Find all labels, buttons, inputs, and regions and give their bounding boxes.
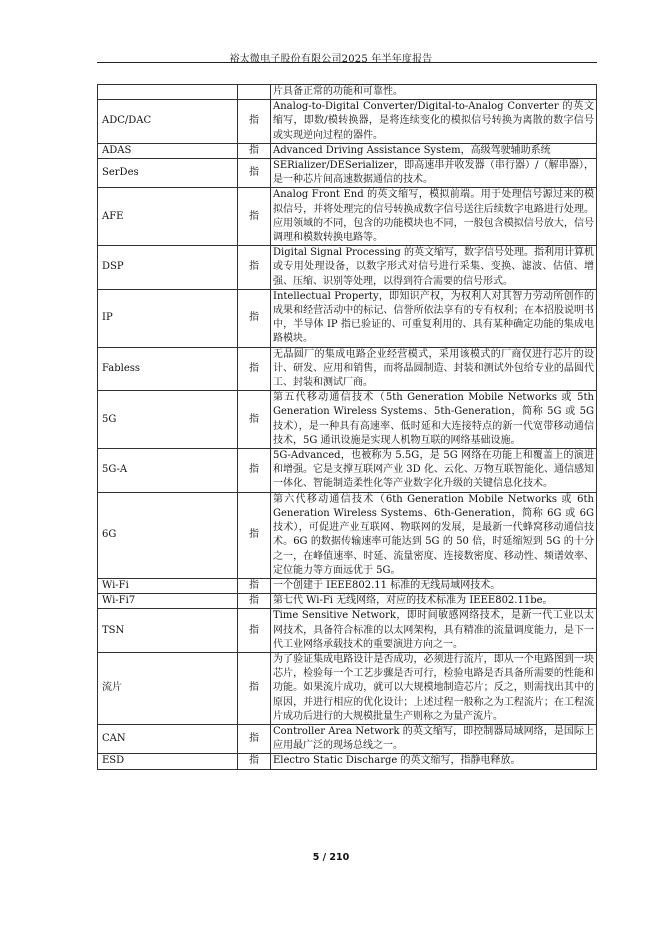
definition-cell: Digital Signal Processing 的英文缩写，数字信号处理。指利用计算机或专用处理设备，以数字形式对信号进行采集、变换、滤波、估值、增强、压缩、识别等处理，以得到符合需要的信号形式。 [271,246,597,290]
definition-cell: 为了验证集成电路设计是否成功，必须进行流片，即从一个电路图到一块芯片，检验每一个工艺步骤是否可行，检验电路是否具备所需要的性能和功能。如果流片成功，就可以大规模地制造芯片；反之，则需找出其中的原因，并进行相应的优化设计；上述过程一般称之为工程流片；在工程流片成功后进行的大规模批量生产则称之为量产流片。 [271,652,597,724]
definition-cell: Controller Area Network 的英文缩写，即控制器局域网络，是国际上应用最广泛的现场总线之一。 [271,724,597,753]
glossary-row [98,578,597,593]
definition-cell: Advanced Driving Assistance System，高级驾驶辅助系统 [271,143,597,158]
relation-cell: 指 [238,578,271,593]
glossary-row [98,724,597,753]
term-cell: 5G-A [98,449,238,493]
glossary-row [98,188,597,246]
relation-cell: 指 [238,492,271,578]
relation-cell: 指 [238,289,271,347]
relation-cell: 指 [238,159,271,188]
term-cell: IP [98,289,238,347]
term-cell: ADAS [98,143,238,158]
report-header-title: 裕太微电子股份有限公司2025 年半年度报告 [229,54,433,65]
definition-cell: 第六代移动通信技术（6th Generation Mobile Networks 或 6th Generation Wireless Systems、6th-Generation，简称 6G 或 6G 技术），可促进产业互联网、物联网的发展，是最新一代蜂窝移动通信技术。6G 的数据传输速率可能达到 5G 的 50 倍，时延缩短到 5G 的十分之一，在峰值速率、时延、流量密度、连接数密度、移动性、频谱效率、定位能力等方面远优于 5G。 [271,492,597,578]
definition-cell: Electro Static Discharge 的英文缩写，指静电释放。 [271,754,597,769]
definition-cell: 一个创建于 IEEE802.11 标准的无线局域网技术。 [271,578,597,593]
glossary-table [97,84,597,770]
term-cell: 5G [98,391,238,449]
term-cell: Fabless [98,347,238,391]
glossary-row [98,347,597,391]
glossary-row [98,100,597,144]
definition-cell: Intellectual Property，即知识产权，为权利人对其智力劳动所创作的成果和经营活动中的标记、信誉所依法享有的专有权利；在本招股说明书中，半导体 IP 指已验证的、可重复利用的、具有某种确定功能的集成电路模块。 [271,289,597,347]
term-cell [98,85,238,100]
relation-cell: 指 [238,594,271,609]
glossary-row [98,652,597,724]
definition-cell: 第五代移动通信技术（5th Generation Mobile Networks 或 5th Generation Wireless Systems、5th-Generation，简称 5G 或 5G 技术），是一种具有高速率、低时延和大连接特点的新一代宽带移动通信技术，5G 通讯设施是实现人机物互联的网络基础设施。 [271,391,597,449]
glossary-row [98,159,597,188]
definition-cell: SERializer/DESerializer，即高速串并收发器（串行器）/（解串器），是一种芯片间高速数据通信的技术。 [271,159,597,188]
relation-cell: 指 [238,391,271,449]
glossary-table-body [98,85,597,770]
term-cell: Wi-Fi [98,578,238,593]
glossary-row [98,246,597,290]
relation-cell: 指 [238,754,271,769]
glossary-row [98,289,597,347]
definition-cell: 第七代 Wi-Fi 无线网络，对应的技术标准为 IEEE802.11be。 [271,594,597,609]
relation-cell: 指 [238,724,271,753]
page-number: 5 / 210 [312,852,350,863]
term-cell: ADC/DAC [98,100,238,144]
definition-cell: Analog-to-Digital Converter/Digital-to-Analog Converter 的英文缩写，即数/模转换器，是将连续变化的模拟信号转换为离散的数字信号或实现逆向过程的器件。 [271,100,597,144]
definition-cell: 无晶圆厂的集成电路企业经营模式，采用该模式的厂商仅进行芯片的设计、研发、应用和销售，而将晶圆制造、封装和测试外包给专业的晶圆代工、封装和测试厂商。 [271,347,597,391]
relation-cell: 指 [238,609,271,653]
relation-cell: 指 [238,347,271,391]
relation-cell: 指 [238,246,271,290]
definition-cell: 5G-Advanced，也被称为 5.5G，是 5G 网络在功能上和覆盖上的演进和增强。它是支撑互联网产业 3D 化、云化、万物互联智能化、通信感知一体化、智能制造柔性化等产业数字化升级的关键信息化技术。 [271,449,597,493]
relation-cell: 指 [238,652,271,724]
term-cell: DSP [98,246,238,290]
glossary-row [98,391,597,449]
glossary-row [98,754,597,769]
relation-cell: 指 [238,188,271,246]
relation-cell: 指 [238,449,271,493]
definition-cell: Analog Front End 的英文缩写，模拟前端。用于处理信号源过来的模拟信号，并将处理完的信号转换成数字信号送往后续数字电路进行处理。应用领域的不同，包含的功能模块也不同，一般包含模拟信号放大，信号调理和模数转换电路等。 [271,188,597,246]
glossary-row [98,492,597,578]
definition-cell: 片具备正常的功能和可靠性。 [271,85,597,100]
term-cell: CAN [98,724,238,753]
relation-cell [238,85,271,100]
definition-cell: Time Sensitive Network，即时间敏感网络技术，是新一代工业以太网技术，具备符合标准的以太网架构，具有精准的流量调度能力，是下一代工业网络承载技术的重要演进方向之一。 [271,609,597,653]
glossary-row [98,594,597,609]
term-cell: 6G [98,492,238,578]
glossary-row [98,609,597,653]
glossary-row [98,449,597,493]
term-cell: SerDes [98,159,238,188]
relation-cell: 指 [238,143,271,158]
glossary-row [98,85,597,100]
header-divider [97,62,597,63]
term-cell: Wi-Fi7 [98,594,238,609]
relation-cell: 指 [238,100,271,144]
term-cell: 流片 [98,652,238,724]
glossary-row [98,143,597,158]
term-cell: TSN [98,609,238,653]
term-cell: ESD [98,754,238,769]
term-cell: AFE [98,188,238,246]
